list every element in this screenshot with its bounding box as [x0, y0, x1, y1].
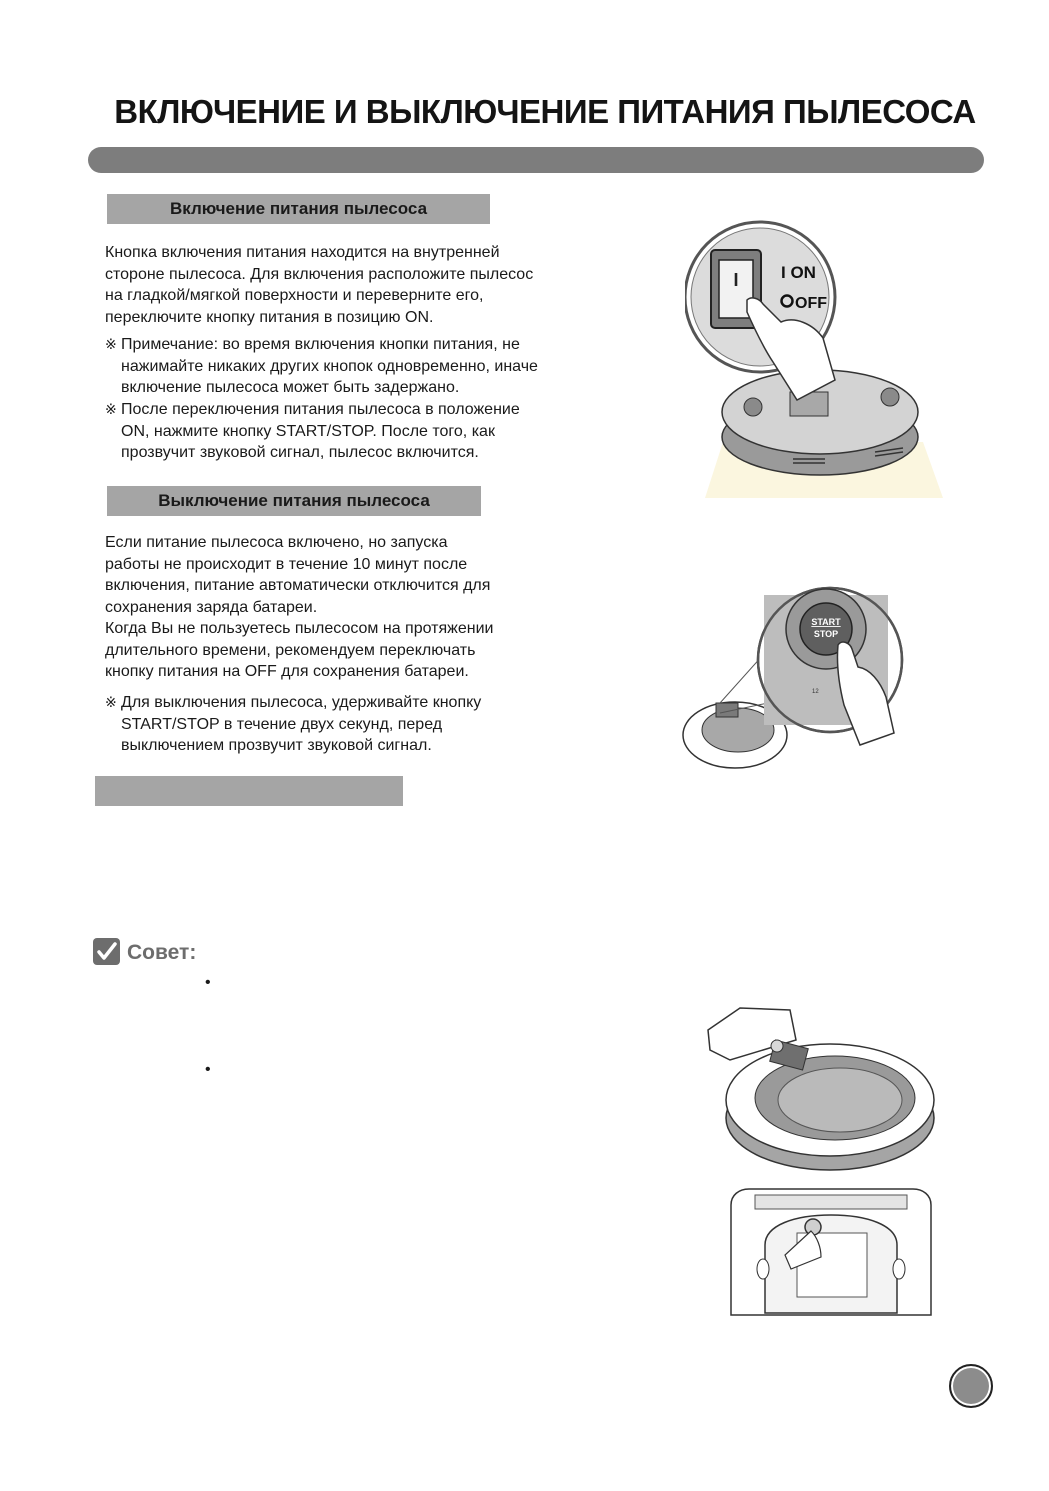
switch-glyph: I	[733, 270, 739, 290]
start-label: START	[811, 617, 841, 627]
small-label: 12	[812, 689, 819, 695]
text-line: длительного времени, рекомендуем переключать	[105, 641, 476, 659]
text-line: на гладкой/мягкой поверхности и переверните его,	[105, 287, 484, 304]
text-line: включения, питание автоматически отключится для	[105, 577, 491, 594]
station-contact-left	[757, 1259, 769, 1279]
note-mark: ※	[105, 694, 117, 710]
robot-docking-illustration	[700, 1000, 950, 1175]
text-line: кнопку питания на OFF для сохранения батареи.	[105, 663, 469, 680]
text-line: выключением прозвучит звуковой сигнал.	[121, 737, 432, 754]
robot-lid-center	[778, 1068, 902, 1132]
power-off-note	[105, 692, 641, 757]
note-mark: ※	[105, 401, 117, 417]
text-line: После переключения питания пылесоса в положение	[121, 401, 520, 418]
text-line: Для выключения пылесоса, удерживайте кнопку	[121, 694, 482, 711]
station-vent	[755, 1195, 907, 1209]
text-line: ON, нажмите кнопку START/STOP. После того, как	[121, 422, 495, 440]
power-on-note-1	[105, 334, 641, 399]
text-line: прозвучит звуковой сигнал, пылесос включится.	[121, 444, 479, 461]
empty-section-bar	[95, 776, 403, 806]
page-number-circle	[949, 1364, 993, 1408]
power-on-note-2	[105, 399, 641, 464]
checkbox-icon	[93, 938, 120, 965]
switch-off-label: OFF	[795, 295, 827, 312]
power-off-paragraph	[105, 532, 625, 683]
text-line: START/STOP в течение двух секунд, перед	[121, 715, 443, 733]
text-line: стороне пылесоса. Для включения расположите пылесос	[105, 265, 534, 283]
station-contact-right	[893, 1259, 905, 1279]
text-line: Примечание: во время включения кнопки питания, не	[121, 336, 520, 353]
page-title: ВКЛЮЧЕНИЕ И ВЫКЛЮЧЕНИЕ ПИТАНИЯ ПЫЛЕСОСА	[114, 93, 976, 130]
robot-button	[771, 1040, 783, 1052]
text-line: Если питание пылесоса включено, но запуска	[105, 534, 448, 551]
switch-on-label: I ON	[781, 263, 816, 282]
text-line: работы не происходит в течение 10 минут после	[105, 555, 468, 573]
text-line: переключите кнопку питания в позицию ON.	[105, 308, 434, 326]
charging-station-back-illustration	[725, 1185, 940, 1320]
text-line: включение пылесоса может быть задержано.	[121, 379, 460, 396]
tip-label: Совет:	[127, 941, 197, 964]
text-line: нажимайте никаких других кнопок одновременно, иначе	[121, 357, 538, 375]
section-heading-power-off: Выключение питания пылесоса	[107, 486, 481, 516]
power-switch-illustration	[685, 212, 955, 502]
stop-label: STOP	[813, 629, 839, 639]
side-brush-left	[744, 398, 762, 416]
section-heading-power-on: Включение питания пылесоса	[107, 194, 490, 224]
title-underline-bar	[88, 147, 984, 173]
side-brush-right	[881, 388, 899, 406]
text-line: сохранения заряда батареи.	[105, 598, 318, 616]
tip-bullet: •	[205, 974, 211, 991]
text-line: Кнопка включения питания находится на внутренней	[105, 244, 500, 261]
tip-bullet: •	[205, 1061, 211, 1078]
start-stop-illustration	[680, 585, 910, 780]
text-line: Когда Вы не пользуетесь пылесосом на протяжении	[105, 620, 494, 637]
power-on-paragraph	[105, 242, 625, 328]
note-mark: ※	[105, 336, 117, 352]
